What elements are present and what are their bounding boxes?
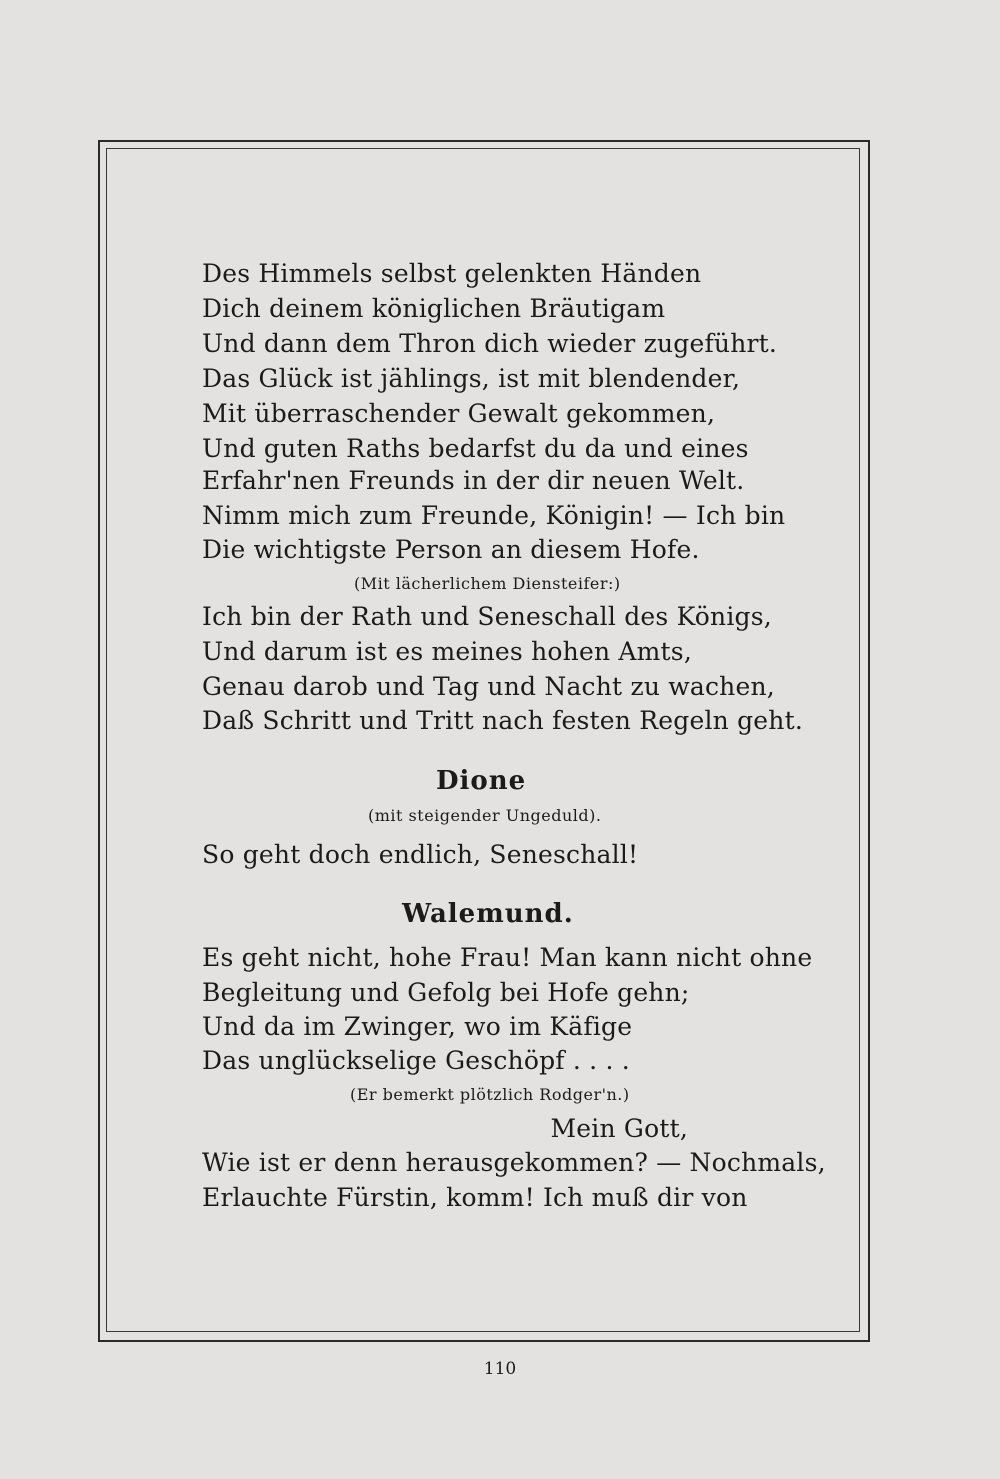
stage-direction: (Mit lächerlichem Diensteifer:) [354, 574, 621, 593]
verse-line: Und darum ist es meines hohen Amts, [202, 637, 692, 666]
stage-direction: (mit steigender Ungeduld). [368, 806, 602, 825]
verse-line: Wie ist er denn herausgekommen? — Nochmals, [202, 1148, 826, 1177]
verse-line: Daß Schritt und Tritt nach festen Regeln geht. [202, 706, 803, 735]
verse-line: Genau darob und Tag und Nacht zu wachen, [202, 672, 775, 701]
verse-line: Des Himmels selbst gelenkten Händen [202, 259, 702, 288]
verse-line: Es geht nicht, hohe Frau! Man kann nicht ohne [202, 943, 813, 972]
verse-line: Dich deinem königlichen Bräutigam [202, 294, 666, 323]
verse-line-right: Mein Gott, [550, 1114, 688, 1143]
verse-line: Und da im Zwinger, wo im Käfige [202, 1012, 633, 1041]
verse-line: Und guten Raths bedarfst du da und eines [202, 434, 749, 463]
verse-line: Die wichtigste Person an diesem Hofe. [202, 535, 700, 564]
stage-direction: (Er bemerkt plötzlich Rodger'n.) [350, 1085, 630, 1104]
speaker-name: Walemund. [402, 899, 574, 929]
verse-line: Mit überraschender Gewalt gekommen, [202, 399, 716, 428]
verse-line: Erfahr'nen Freunds in der dir neuen Welt. [202, 466, 745, 495]
verse-line: Das unglückselige Geschöpf . . . . [202, 1046, 630, 1075]
verse-line: Das Glück ist jählings, ist mit blendender, [202, 364, 741, 393]
speaker-name: Dione [436, 766, 527, 796]
verse-line: Nimm mich zum Freunde, Königin! — Ich bin [202, 501, 786, 530]
verse-line: Begleitung und Gefolg bei Hofe gehn; [202, 978, 690, 1007]
verse-line: Und dann dem Thron dich wieder zugeführt. [202, 329, 778, 358]
verse-line: Ich bin der Rath und Seneschall des Königs, [202, 602, 772, 631]
verse-line: Erlauchte Fürstin, komm! Ich muß dir von [202, 1183, 748, 1212]
verse-line: So geht doch endlich, Seneschall! [202, 840, 639, 869]
page-number: 110 [483, 1359, 517, 1379]
